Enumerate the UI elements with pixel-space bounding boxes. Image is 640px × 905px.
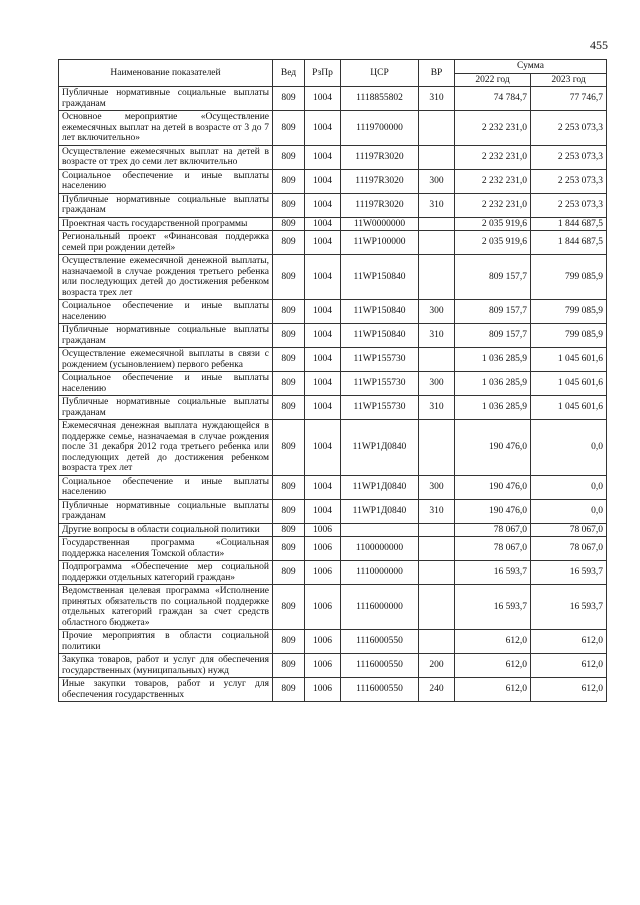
row-rzpr: 1004 [305,169,341,193]
row-name: Осуществление ежемесячных выплат на детей в возрасте от трех до семи лет включительно [59,145,273,169]
table-row [59,537,607,561]
row-rzpr: 1006 [305,523,341,537]
row-sum-2022: 612,0 [455,654,531,678]
row-vr: 310 [419,87,455,111]
row-name: Ежемесячная денежная выплата нуждающейся в поддержке семье, назначаемая в случае рождения после 31 декабря 2012 года третьего ребенка или последующих детей до достижения ребенком возраста трех лет [59,420,273,476]
row-ved: 809 [273,420,305,476]
row-csr: 11197R3020 [341,169,419,193]
row-name: Прочие мероприятия в области социальной политики [59,630,273,654]
row-sum-2023: 612,0 [531,630,607,654]
row-rzpr: 1004 [305,217,341,231]
header-year-2022: 2022 год [455,73,531,87]
row-ved: 809 [273,523,305,537]
row-ved: 809 [273,145,305,169]
row-sum-2022: 190 476,0 [455,475,531,499]
table-row [59,231,607,255]
row-csr: 11WP150840 [341,255,419,300]
row-sum-2022: 2 232 231,0 [455,193,531,217]
row-name: Подпрограмма «Обеспечение мер социальной поддержки отдельных категорий граждан» [59,561,273,585]
row-ved: 809 [273,475,305,499]
row-sum-2022: 1 036 285,9 [455,372,531,396]
row-vr: 310 [419,324,455,348]
row-vr: 200 [419,654,455,678]
row-csr: 1116000000 [341,585,419,630]
header-vr: ВР [419,60,455,87]
header-rzpr: РзПр [305,60,341,87]
row-sum-2022: 809 157,7 [455,300,531,324]
table-row [59,87,607,111]
header-ved: Вед [273,60,305,87]
row-vr [419,523,455,537]
row-ved: 809 [273,169,305,193]
row-sum-2022: 1 036 285,9 [455,348,531,372]
table-row [59,145,607,169]
table-body [59,87,607,702]
row-ved: 809 [273,231,305,255]
row-rzpr: 1004 [305,475,341,499]
row-csr: 11197R3020 [341,145,419,169]
row-name: Социальное обеспечение и иные выплаты населению [59,372,273,396]
table-row [59,475,607,499]
row-rzpr: 1004 [305,231,341,255]
row-name: Другие вопросы в области социальной политики [59,523,273,537]
row-name: Социальное обеспечение и иные выплаты населению [59,300,273,324]
row-sum-2023: 799 085,9 [531,324,607,348]
row-name: Публичные нормативные социальные выплаты гражданам [59,87,273,111]
page-number: 455 [590,38,608,52]
row-sum-2022: 190 476,0 [455,499,531,523]
row-rzpr: 1004 [305,348,341,372]
row-name: Региональный проект «Финансовая поддержка семей при рождении детей» [59,231,273,255]
table-row [59,300,607,324]
row-vr [419,145,455,169]
row-sum-2023: 0,0 [531,475,607,499]
row-csr: 11WP1Д0840 [341,499,419,523]
row-vr: 300 [419,372,455,396]
row-sum-2022: 16 593,7 [455,585,531,630]
table-header [59,60,607,87]
row-sum-2023: 1 844 687,5 [531,217,607,231]
row-rzpr: 1004 [305,193,341,217]
row-ved: 809 [273,561,305,585]
row-vr [419,420,455,476]
row-name: Основное мероприятие «Осуществление ежемесячных выплат на детей в возрасте от 3 до 7 лет включительно» [59,111,273,146]
row-sum-2022: 809 157,7 [455,255,531,300]
row-sum-2023: 78 067,0 [531,537,607,561]
row-csr: 1116000550 [341,630,419,654]
row-sum-2023: 2 253 073,3 [531,169,607,193]
row-sum-2022: 1 036 285,9 [455,396,531,420]
row-sum-2023: 77 746,7 [531,87,607,111]
row-vr: 240 [419,678,455,702]
row-sum-2023: 78 067,0 [531,523,607,537]
row-vr: 300 [419,300,455,324]
row-sum-2023: 2 253 073,3 [531,193,607,217]
row-ved: 809 [273,678,305,702]
header-year-2023: 2023 год [531,73,607,87]
row-sum-2023: 799 085,9 [531,300,607,324]
row-csr: 11WP155730 [341,396,419,420]
table-row [59,169,607,193]
row-sum-2022: 2 035 919,6 [455,217,531,231]
row-vr: 310 [419,193,455,217]
row-vr [419,348,455,372]
row-rzpr: 1004 [305,324,341,348]
table-row [59,372,607,396]
row-vr [419,585,455,630]
header-name: Наименование показателей [59,60,273,87]
row-ved: 809 [273,193,305,217]
row-vr: 300 [419,475,455,499]
row-name: Проектная часть государственной программы [59,217,273,231]
table-row [59,255,607,300]
table-row [59,193,607,217]
row-sum-2023: 612,0 [531,678,607,702]
table-row [59,523,607,537]
row-ved: 809 [273,87,305,111]
row-rzpr: 1004 [305,300,341,324]
row-ved: 809 [273,537,305,561]
row-sum-2022: 612,0 [455,678,531,702]
table-row [59,111,607,146]
row-name: Иные закупки товаров, работ и услуг для обеспечения государственных [59,678,273,702]
row-ved: 809 [273,372,305,396]
table-row [59,324,607,348]
row-sum-2023: 1 045 601,6 [531,348,607,372]
row-rzpr: 1006 [305,585,341,630]
row-name: Публичные нормативные социальные выплаты гражданам [59,324,273,348]
row-csr: 11197R3020 [341,193,419,217]
row-sum-2023: 16 593,7 [531,561,607,585]
row-ved: 809 [273,630,305,654]
row-csr: 11WP150840 [341,324,419,348]
row-sum-2023: 612,0 [531,654,607,678]
row-sum-2022: 809 157,7 [455,324,531,348]
row-sum-2022: 612,0 [455,630,531,654]
row-name: Публичные нормативные социальные выплаты гражданам [59,396,273,420]
row-csr: 1118855802 [341,87,419,111]
row-rzpr: 1006 [305,654,341,678]
row-rzpr: 1006 [305,561,341,585]
header-sum: Сумма [455,60,607,74]
row-csr: 11WP155730 [341,348,419,372]
table-row [59,396,607,420]
row-vr [419,537,455,561]
row-vr: 310 [419,499,455,523]
row-sum-2023: 2 253 073,3 [531,111,607,146]
row-csr: 1116000550 [341,654,419,678]
row-name: Социальное обеспечение и иные выплаты населению [59,169,273,193]
row-sum-2022: 16 593,7 [455,561,531,585]
row-rzpr: 1006 [305,537,341,561]
row-name: Закупка товаров, работ и услуг для обеспечения государственных (муниципальных) нужд [59,654,273,678]
row-vr [419,111,455,146]
budget-table [58,59,607,702]
row-csr: 1110000000 [341,561,419,585]
row-ved: 809 [273,300,305,324]
row-ved: 809 [273,217,305,231]
row-rzpr: 1006 [305,630,341,654]
row-ved: 809 [273,111,305,146]
row-ved: 809 [273,499,305,523]
row-name: Публичные нормативные социальные выплаты гражданам [59,193,273,217]
row-ved: 809 [273,348,305,372]
row-ved: 809 [273,396,305,420]
header-csr: ЦСР [341,60,419,87]
row-csr: 1116000550 [341,678,419,702]
row-sum-2023: 799 085,9 [531,255,607,300]
table-row [59,420,607,476]
row-sum-2022: 74 784,7 [455,87,531,111]
row-csr: 11WP150840 [341,300,419,324]
row-sum-2022: 2 232 231,0 [455,169,531,193]
row-vr: 310 [419,396,455,420]
row-rzpr: 1004 [305,87,341,111]
row-rzpr: 1006 [305,678,341,702]
table-row [59,561,607,585]
row-name: Публичные нормативные социальные выплаты гражданам [59,499,273,523]
row-sum-2023: 0,0 [531,420,607,476]
row-name: Социальное обеспечение и иные выплаты населению [59,475,273,499]
row-ved: 809 [273,585,305,630]
row-name: Осуществление ежемесячной выплаты в связи с рождением (усыновлением) первого ребенка [59,348,273,372]
row-csr: 11WP1Д0840 [341,475,419,499]
row-vr [419,561,455,585]
row-rzpr: 1004 [305,396,341,420]
row-rzpr: 1004 [305,111,341,146]
row-csr: 11WP155730 [341,372,419,396]
row-sum-2023: 1 045 601,6 [531,372,607,396]
row-csr [341,523,419,537]
row-rzpr: 1004 [305,255,341,300]
row-rzpr: 1004 [305,499,341,523]
row-csr: 11W0000000 [341,217,419,231]
table-row [59,217,607,231]
table-row [59,630,607,654]
row-name: Ведомственная целевая программа «Исполнение принятых обязательств по социальной поддержке отдельных категорий граждан за счет средств областного бюджета» [59,585,273,630]
row-vr [419,231,455,255]
row-ved: 809 [273,324,305,348]
row-sum-2023: 1 045 601,6 [531,396,607,420]
table-row [59,585,607,630]
row-sum-2022: 2 232 231,0 [455,145,531,169]
row-vr [419,630,455,654]
row-sum-2023: 2 253 073,3 [531,145,607,169]
row-sum-2023: 0,0 [531,499,607,523]
row-vr [419,255,455,300]
row-csr: 11WP1Д0840 [341,420,419,476]
row-sum-2022: 2 035 919,6 [455,231,531,255]
row-sum-2023: 1 844 687,5 [531,231,607,255]
row-sum-2022: 78 067,0 [455,523,531,537]
row-ved: 809 [273,255,305,300]
row-rzpr: 1004 [305,372,341,396]
row-name: Осуществление ежемесячной денежной выплаты, назначаемой в случае рождения третьего ребенка или последующих детей до достижения ребенком возраста трех лет [59,255,273,300]
table-row [59,654,607,678]
table-row [59,348,607,372]
row-sum-2023: 16 593,7 [531,585,607,630]
row-csr: 1119700000 [341,111,419,146]
row-vr [419,217,455,231]
row-sum-2022: 2 232 231,0 [455,111,531,146]
row-ved: 809 [273,654,305,678]
row-name: Государственная программа «Социальная поддержка населения Томской области» [59,537,273,561]
row-csr: 11WP100000 [341,231,419,255]
row-rzpr: 1004 [305,145,341,169]
row-rzpr: 1004 [305,420,341,476]
row-sum-2022: 78 067,0 [455,537,531,561]
table-row [59,499,607,523]
table-row [59,678,607,702]
row-vr: 300 [419,169,455,193]
row-csr: 1100000000 [341,537,419,561]
row-sum-2022: 190 476,0 [455,420,531,476]
